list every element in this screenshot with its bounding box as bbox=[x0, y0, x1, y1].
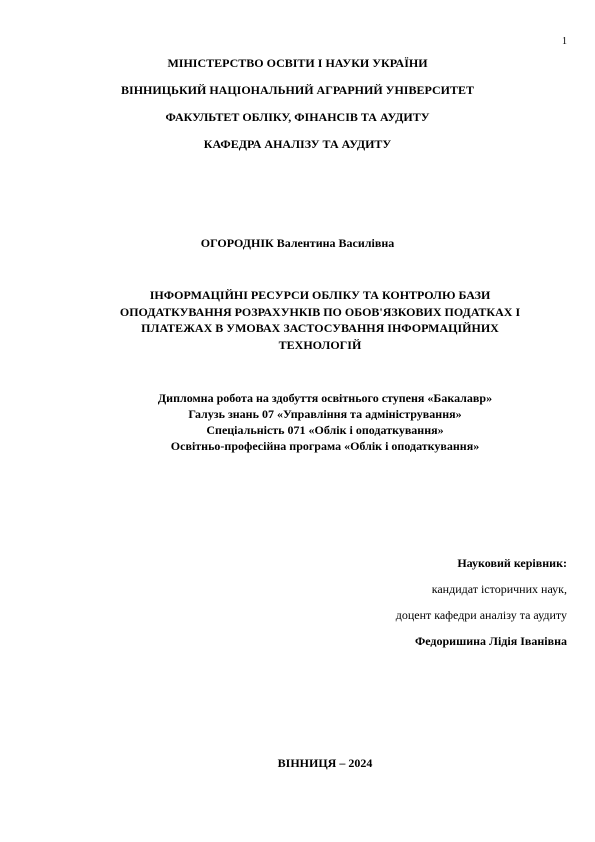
author-surname: ОГОРОДНІК bbox=[200, 236, 274, 250]
supervisor-label: Науковий керівник: bbox=[457, 556, 567, 570]
faculty-heading: ФАКУЛЬТЕТ ОБЛІКУ, ФІНАНСІВ ТА АУДИТУ bbox=[165, 110, 430, 124]
supervisor-title: кандидат історичних наук, bbox=[431, 582, 567, 596]
ministry-heading: МІНІСТЕРСТВО ОСВІТИ І НАУКИ УКРАЇНИ bbox=[167, 56, 428, 70]
thesis-title-line: ІНФОРМАЦІЙНІ РЕСУРСИ ОБЛІКУ ТА КОНТРОЛЮ БАЗИ bbox=[149, 288, 491, 302]
thesis-title bbox=[60, 287, 580, 353]
program-line: Освітньо-професійна програма «Облік і оподаткування» bbox=[170, 439, 480, 453]
field-line: Галузь знань 07 «Управління та адміністрування» bbox=[188, 407, 462, 421]
degree-line: Дипломна робота на здобуття освітнього ступеня «Бакалавр» bbox=[157, 391, 493, 405]
thesis-details bbox=[0, 390, 595, 454]
supervisor-name: Федоришина Лідія Іванівна bbox=[414, 634, 567, 648]
supervisor-block bbox=[396, 556, 567, 660]
university-heading: ВІННИЦЬКИЙ НАЦІОНАЛЬНИЙ АГРАРНИЙ УНІВЕРСИТЕТ bbox=[121, 83, 474, 97]
thesis-title-line: ПЛАТЕЖАХ В УМОВАХ ЗАСТОСУВАННЯ ІНФОРМАЦІЙНИХ bbox=[141, 321, 499, 335]
specialty-line: Спеціальність 071 «Облік і оподаткування» bbox=[206, 423, 444, 437]
author-given-names: Валентина Василівна bbox=[276, 236, 395, 250]
page-number: 1 bbox=[562, 36, 567, 47]
thesis-title-line: ТЕХНОЛОГІЙ bbox=[278, 337, 362, 352]
thesis-title-line: ОПОДАТКУВАННЯ РОЗРАХУНКІВ ПО ОБОВ'ЯЗКОВИХ ПОДАТКАХ І bbox=[119, 304, 521, 319]
supervisor-position: доцент кафедри аналізу та аудиту bbox=[395, 608, 567, 622]
author-name bbox=[0, 236, 595, 250]
department-heading: КАФЕДРА АНАЛІЗУ ТА АУДИТУ bbox=[203, 137, 392, 151]
city-year: ВІННИЦЯ – 2024 bbox=[277, 756, 373, 770]
